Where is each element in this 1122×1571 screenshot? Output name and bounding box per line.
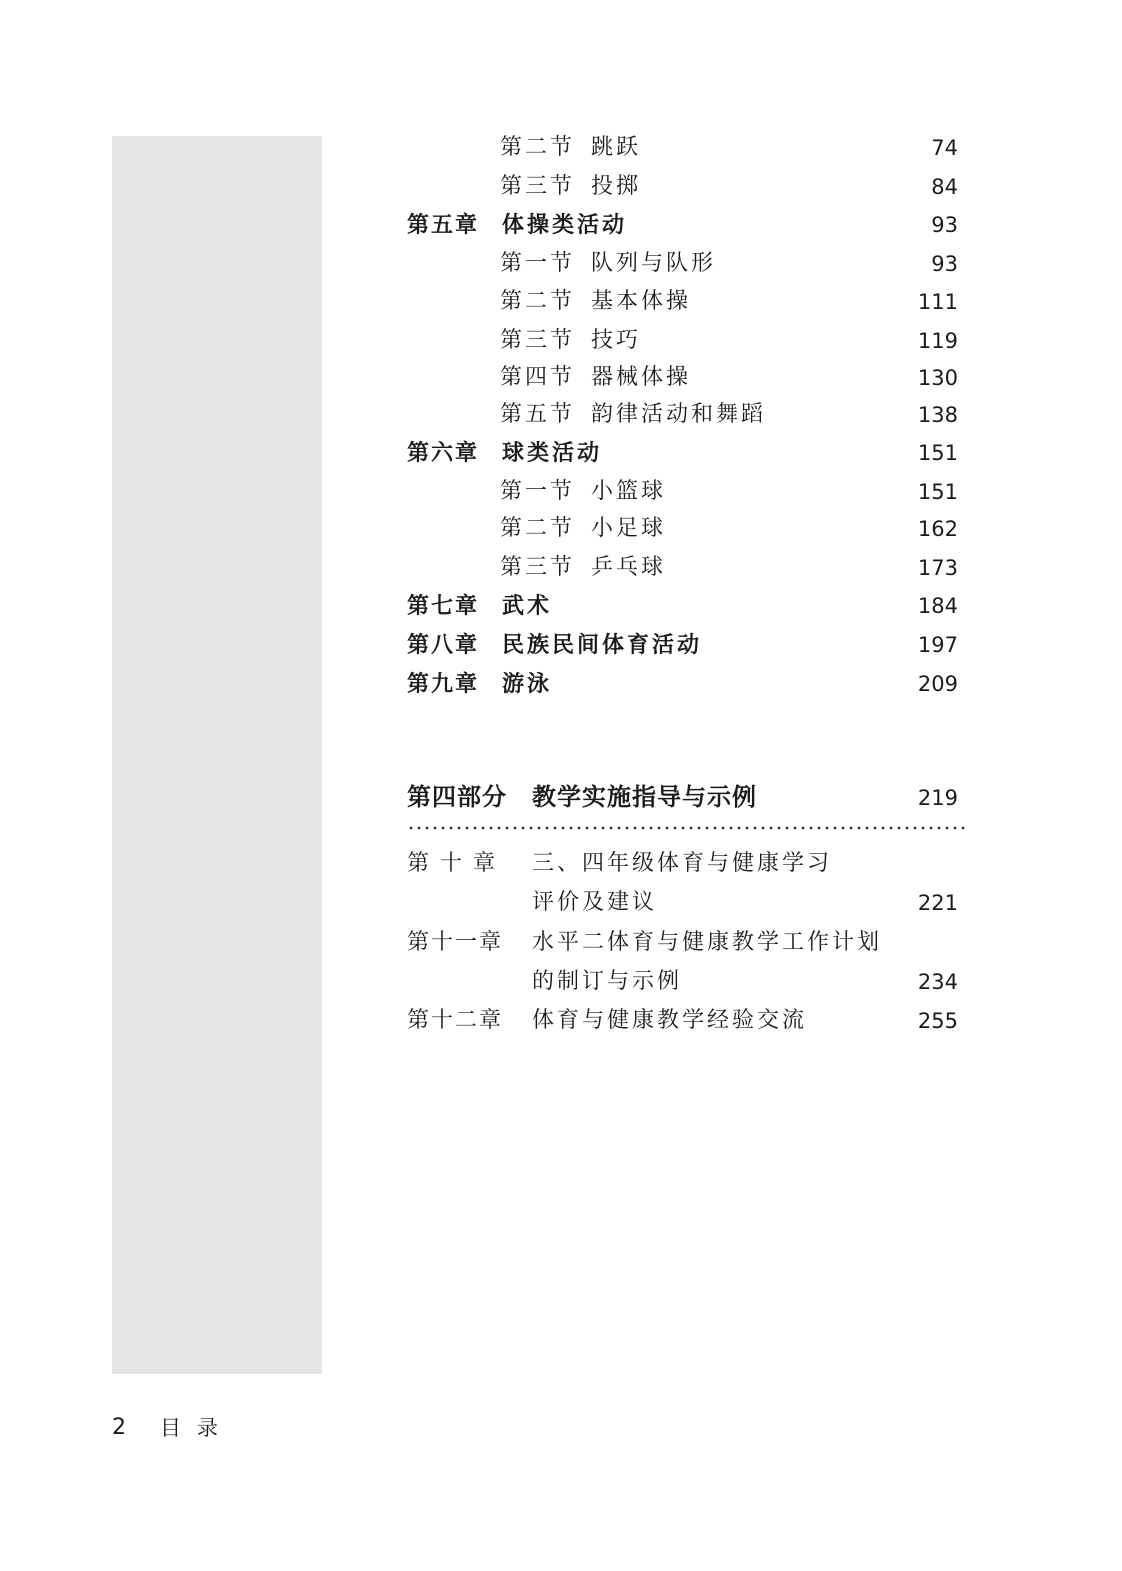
toc-section-title[interactable]: 小篮球 <box>591 479 667 504</box>
dotted-divider <box>407 824 965 832</box>
toc-page-number: 162 <box>917 517 958 541</box>
toc-chapter-title[interactable]: 武术 <box>502 593 553 619</box>
footer-title: 目录 <box>160 1416 234 1440</box>
toc-chapter-label: 第七章 <box>407 593 480 619</box>
toc-section-title[interactable]: 器械体操 <box>591 365 692 390</box>
toc-section-label: 第四节 <box>500 365 576 390</box>
toc-chapter-label: 第六章 <box>407 440 480 466</box>
toc-section-label: 第二节 <box>500 516 576 541</box>
toc-chapter-title[interactable]: 体育与健康教学经验交流 <box>532 1008 808 1033</box>
toc-page-number: 119 <box>917 329 958 353</box>
toc-section-title[interactable]: 队列与队形 <box>591 251 717 276</box>
toc-section-label: 第三节 <box>500 328 576 353</box>
toc-section-label: 第五节 <box>500 402 576 427</box>
toc-page-number: 93 <box>931 252 958 276</box>
toc-section-label: 第二节 <box>500 289 576 314</box>
toc-section-title[interactable]: 乒乓球 <box>591 555 667 580</box>
toc-section-label: 第二节 <box>500 135 576 160</box>
toc-page-number: 84 <box>931 175 958 199</box>
toc-page-number: 219 <box>917 786 958 810</box>
toc-page-number: 184 <box>917 594 958 618</box>
toc-section-label: 第一节 <box>500 479 576 504</box>
toc-chapter-title-cont[interactable]: 的制订与示例 <box>532 969 683 994</box>
toc-page-number: 151 <box>917 480 958 504</box>
toc-chapter-title[interactable]: 民族民间体育活动 <box>502 632 703 658</box>
toc-section-title[interactable]: 技巧 <box>591 328 642 353</box>
toc-section-title[interactable]: 投掷 <box>591 174 642 199</box>
toc-chapter-title-cont[interactable]: 评价及建议 <box>532 890 658 915</box>
toc-chapter-title[interactable]: 体操类活动 <box>502 212 628 238</box>
toc-page-number: 74 <box>931 136 958 160</box>
toc-chapter-title[interactable]: 球类活动 <box>502 440 603 466</box>
toc-section-title[interactable]: 小足球 <box>591 516 667 541</box>
toc-section-title[interactable]: 跳跃 <box>591 135 642 160</box>
toc-part-label: 第四部分 <box>407 782 507 811</box>
toc-page-number: 151 <box>917 441 958 465</box>
toc-page-number: 234 <box>917 970 958 994</box>
toc-page-number: 130 <box>917 366 958 390</box>
toc-chapter-title[interactable]: 水平二体育与健康教学工作计划 <box>532 930 883 955</box>
toc-chapter-title[interactable]: 三、四年级体育与健康学习 <box>532 851 833 876</box>
toc-section-label: 第一节 <box>500 251 576 276</box>
footer-page-number: 2 <box>112 1415 126 1440</box>
toc-chapter-label: 第九章 <box>407 671 480 697</box>
toc-page-number: 173 <box>917 556 958 580</box>
toc-page-number: 93 <box>931 213 958 237</box>
toc-page-number: 197 <box>917 633 958 657</box>
toc-section-label: 第三节 <box>500 555 576 580</box>
toc-page-number: 111 <box>917 290 958 314</box>
toc-section-label: 第三节 <box>500 174 576 199</box>
toc-chapter-label: 第十一章 <box>407 930 504 955</box>
toc-section-title[interactable]: 基本体操 <box>591 289 692 314</box>
toc-chapter-label: 第十二章 <box>407 1008 504 1033</box>
toc-chapter-title[interactable]: 游泳 <box>502 671 553 697</box>
margin-gray-bar <box>112 136 322 1374</box>
toc-page-number: 138 <box>917 403 958 427</box>
toc-page-number: 209 <box>917 672 958 696</box>
toc-chapter-label: 第五章 <box>407 212 480 238</box>
toc-chapter-label: 第八章 <box>407 632 480 658</box>
toc-page-number: 221 <box>917 891 958 915</box>
toc-page-number: 255 <box>917 1009 958 1033</box>
toc-chapter-label: 第 十 章 <box>407 851 497 876</box>
toc-section-title[interactable]: 韵律活动和舞蹈 <box>591 402 767 427</box>
toc-part-title[interactable]: 教学实施指导与示例 <box>532 782 757 811</box>
